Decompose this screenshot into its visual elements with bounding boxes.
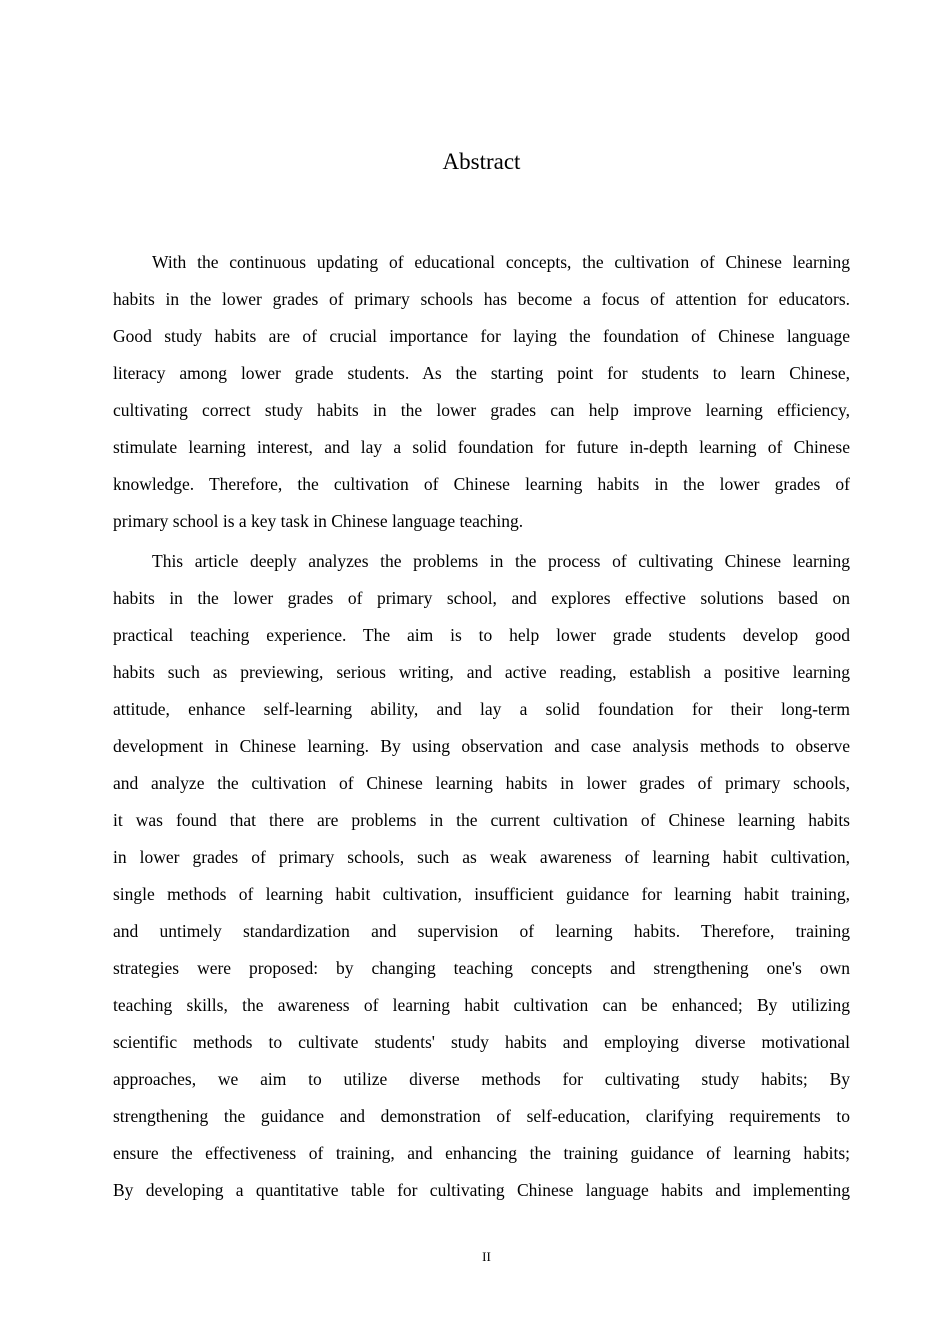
text-line: strategies were proposed: by changing teaching concepts and strengthening one's own	[113, 958, 850, 978]
text-line: ensure the effectiveness of training, and enhancing the training guidance of learning habits;	[113, 1143, 850, 1163]
text-line: in lower grades of primary schools, such as weak awareness of learning habit cultivation,	[113, 847, 850, 867]
text-line: teaching skills, the awareness of learning habit cultivation can be enhanced; By utilizing	[113, 995, 850, 1015]
text-line: Good study habits are of crucial importance for laying the foundation of Chinese language	[113, 326, 850, 346]
page-number: II	[482, 1249, 491, 1264]
text-line: stimulate learning interest, and lay a solid foundation for future in-depth learning of Chinese	[113, 437, 850, 457]
text-line: attitude, enhance self-learning ability, and lay a solid foundation for their long-term	[113, 699, 850, 719]
text-line: and analyze the cultivation of Chinese learning habits in lower grades of primary schools,	[113, 773, 850, 793]
text-line: practical teaching experience. The aim is to help lower grade students develop good	[113, 625, 850, 645]
text-line: With the continuous updating of educational concepts, the cultivation of Chinese learning	[152, 252, 850, 272]
text-line: approaches, we aim to utilize diverse methods for cultivating study habits; By	[113, 1069, 850, 1089]
text-line: and untimely standardization and supervision of learning habits. Therefore, training	[113, 921, 850, 941]
text-line: literacy among lower grade students. As the starting point for students to learn Chinese,	[113, 363, 850, 383]
text-line: strengthening the guidance and demonstration of self-education, clarifying requirements to	[113, 1106, 850, 1126]
text-line: habits in the lower grades of primary school, and explores effective solutions based on	[113, 588, 850, 608]
text-line: development in Chinese learning. By using observation and case analysis methods to observe	[113, 736, 850, 756]
abstract-paragraph	[113, 548, 850, 1214]
text-line: primary school is a key task in Chinese language teaching.	[113, 511, 524, 531]
text-line: knowledge. Therefore, the cultivation of Chinese learning habits in the lower grades of	[113, 474, 850, 494]
text-line: This article deeply analyzes the problems in the process of cultivating Chinese learning	[152, 551, 850, 571]
text-line: habits such as previewing, serious writing, and active reading, establish a positive learning	[113, 662, 850, 682]
text-line: cultivating correct study habits in the lower grades can help improve learning efficiency,	[113, 400, 850, 420]
text-line: single methods of learning habit cultivation, insufficient guidance for learning habit training,	[113, 884, 850, 904]
text-line: By developing a quantitative table for cultivating Chinese language habits and implementing	[113, 1180, 850, 1200]
text-line: habits in the lower grades of primary schools has become a focus of attention for educators.	[113, 289, 850, 309]
abstract-paragraph	[113, 249, 850, 545]
page-title: Abstract	[442, 149, 521, 174]
text-line: it was found that there are problems in the current cultivation of Chinese learning habits	[113, 810, 850, 830]
abstract-body	[113, 249, 850, 1217]
text-line: scientific methods to cultivate students' study habits and employing diverse motivational	[113, 1032, 850, 1052]
